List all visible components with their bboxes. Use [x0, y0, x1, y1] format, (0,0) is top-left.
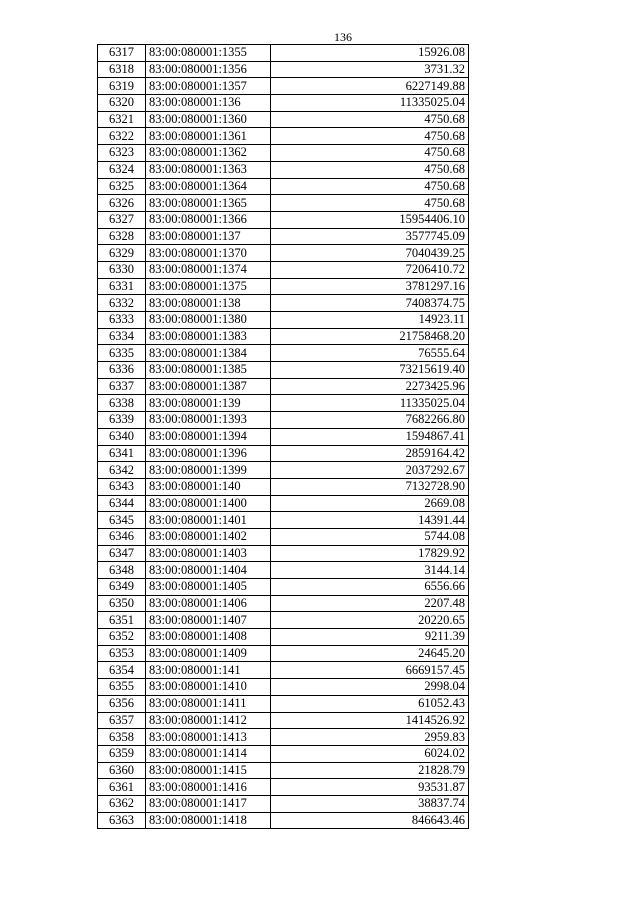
row-number-cell: 6355 [98, 679, 146, 696]
row-number-cell: 6342 [98, 462, 146, 479]
row-number-cell: 6322 [98, 128, 146, 145]
row-number-cell: 6330 [98, 261, 146, 278]
cadastral-number-cell: 83:00:080001:139 [146, 395, 271, 412]
row-number-cell: 6357 [98, 712, 146, 729]
table-row [98, 261, 469, 278]
table-row [98, 295, 469, 312]
table-row [98, 762, 469, 779]
cadastral-number-cell: 83:00:080001:1384 [146, 345, 271, 362]
value-cell: 6024.02 [271, 745, 469, 762]
cadastral-number-cell: 83:00:080001:1394 [146, 428, 271, 445]
cadastral-number-cell: 83:00:080001:137 [146, 228, 271, 245]
cadastral-value-table [97, 44, 469, 829]
value-cell: 7408374.75 [271, 295, 469, 312]
cadastral-number-cell: 83:00:080001:1383 [146, 328, 271, 345]
row-number-cell: 6338 [98, 395, 146, 412]
table-row [98, 512, 469, 529]
cadastral-number-cell: 83:00:080001:136 [146, 95, 271, 112]
cadastral-number-cell: 83:00:080001:1417 [146, 795, 271, 812]
value-cell: 3577745.09 [271, 228, 469, 245]
row-number-cell: 6358 [98, 729, 146, 746]
cadastral-number-cell: 83:00:080001:1366 [146, 211, 271, 228]
row-number-cell: 6329 [98, 245, 146, 262]
cadastral-number-cell: 83:00:080001:1370 [146, 245, 271, 262]
cadastral-number-cell: 83:00:080001:1414 [146, 745, 271, 762]
row-number-cell: 6333 [98, 312, 146, 329]
row-number-cell: 6340 [98, 428, 146, 445]
cadastral-number-cell: 83:00:080001:141 [146, 662, 271, 679]
row-number-cell: 6336 [98, 362, 146, 379]
value-cell: 4750.68 [271, 128, 469, 145]
table-row [98, 428, 469, 445]
value-cell: 76555.64 [271, 345, 469, 362]
cadastral-number-cell: 83:00:080001:1393 [146, 412, 271, 429]
value-cell: 61052.43 [271, 695, 469, 712]
row-number-cell: 6339 [98, 412, 146, 429]
row-number-cell: 6361 [98, 779, 146, 796]
table-row [98, 462, 469, 479]
row-number-cell: 6353 [98, 645, 146, 662]
cadastral-number-cell: 83:00:080001:1405 [146, 579, 271, 596]
row-number-cell: 6327 [98, 211, 146, 228]
value-cell: 15954406.10 [271, 211, 469, 228]
table-row [98, 228, 469, 245]
table-row [98, 595, 469, 612]
table-row [98, 712, 469, 729]
cadastral-number-cell: 83:00:080001:1400 [146, 495, 271, 512]
table-row [98, 612, 469, 629]
value-cell: 4750.68 [271, 161, 469, 178]
row-number-cell: 6325 [98, 178, 146, 195]
row-number-cell: 6360 [98, 762, 146, 779]
cadastral-number-cell: 83:00:080001:1387 [146, 378, 271, 395]
table-row [98, 745, 469, 762]
cadastral-number-cell: 83:00:080001:1413 [146, 729, 271, 746]
cadastral-number-cell: 83:00:080001:1357 [146, 78, 271, 95]
row-number-cell: 6349 [98, 579, 146, 596]
table-row [98, 328, 469, 345]
row-number-cell: 6352 [98, 629, 146, 646]
value-cell: 4750.68 [271, 145, 469, 162]
table-row [98, 245, 469, 262]
cadastral-number-cell: 83:00:080001:138 [146, 295, 271, 312]
value-cell: 5744.08 [271, 528, 469, 545]
value-cell: 14923.11 [271, 312, 469, 329]
cadastral-number-cell: 83:00:080001:1407 [146, 612, 271, 629]
value-cell: 15926.08 [271, 45, 469, 62]
cadastral-number-cell: 83:00:080001:1362 [146, 145, 271, 162]
value-cell: 11335025.04 [271, 95, 469, 112]
cadastral-number-cell: 83:00:080001:1396 [146, 445, 271, 462]
table-row [98, 211, 469, 228]
cadastral-number-cell: 83:00:080001:1374 [146, 261, 271, 278]
table-row [98, 61, 469, 78]
cadastral-number-cell: 83:00:080001:1403 [146, 545, 271, 562]
value-cell: 7040439.25 [271, 245, 469, 262]
value-cell: 846643.46 [271, 812, 469, 829]
cadastral-number-cell: 83:00:080001:1360 [146, 111, 271, 128]
table-row [98, 579, 469, 596]
value-cell: 4750.68 [271, 111, 469, 128]
value-cell: 24645.20 [271, 645, 469, 662]
value-cell: 4750.68 [271, 195, 469, 212]
cadastral-number-cell: 83:00:080001:1364 [146, 178, 271, 195]
row-number-cell: 6351 [98, 612, 146, 629]
value-cell: 6556.66 [271, 579, 469, 596]
row-number-cell: 6332 [98, 295, 146, 312]
value-cell: 2207.48 [271, 595, 469, 612]
row-number-cell: 6354 [98, 662, 146, 679]
value-cell: 2669.08 [271, 495, 469, 512]
cadastral-number-cell: 83:00:080001:1375 [146, 278, 271, 295]
cadastral-number-cell: 83:00:080001:1356 [146, 61, 271, 78]
value-cell: 7132728.90 [271, 478, 469, 495]
table-row [98, 645, 469, 662]
table-row [98, 111, 469, 128]
cadastral-number-cell: 83:00:080001:1404 [146, 562, 271, 579]
value-cell: 1414526.92 [271, 712, 469, 729]
value-cell: 1594867.41 [271, 428, 469, 445]
row-number-cell: 6320 [98, 95, 146, 112]
table-row [98, 679, 469, 696]
table-row [98, 729, 469, 746]
table-row [98, 78, 469, 95]
table-row [98, 545, 469, 562]
row-number-cell: 6347 [98, 545, 146, 562]
table-row [98, 178, 469, 195]
value-cell: 14391.44 [271, 512, 469, 529]
value-cell: 21828.79 [271, 762, 469, 779]
cadastral-number-cell: 83:00:080001:1406 [146, 595, 271, 612]
table-row [98, 312, 469, 329]
value-cell: 9211.39 [271, 629, 469, 646]
table-row [98, 812, 469, 829]
cadastral-number-cell: 83:00:080001:140 [146, 478, 271, 495]
cadastral-number-cell: 83:00:080001:1401 [146, 512, 271, 529]
value-cell: 93531.87 [271, 779, 469, 796]
cadastral-number-cell: 83:00:080001:1385 [146, 362, 271, 379]
table-row [98, 562, 469, 579]
row-number-cell: 6324 [98, 161, 146, 178]
cadastral-number-cell: 83:00:080001:1409 [146, 645, 271, 662]
table-row [98, 478, 469, 495]
row-number-cell: 6341 [98, 445, 146, 462]
table-row [98, 528, 469, 545]
table-row [98, 695, 469, 712]
table-row [98, 378, 469, 395]
table-row [98, 95, 469, 112]
value-cell: 3144.14 [271, 562, 469, 579]
cadastral-number-cell: 83:00:080001:1411 [146, 695, 271, 712]
table-row [98, 629, 469, 646]
table-body [98, 45, 469, 829]
value-cell: 6227149.88 [271, 78, 469, 95]
table-row [98, 161, 469, 178]
value-cell: 73215619.40 [271, 362, 469, 379]
cadastral-number-cell: 83:00:080001:1363 [146, 161, 271, 178]
row-number-cell: 6318 [98, 61, 146, 78]
cadastral-number-cell: 83:00:080001:1402 [146, 528, 271, 545]
value-cell: 2273425.96 [271, 378, 469, 395]
row-number-cell: 6326 [98, 195, 146, 212]
table-row [98, 795, 469, 812]
cadastral-number-cell: 83:00:080001:1416 [146, 779, 271, 796]
table-row [98, 395, 469, 412]
table-row [98, 495, 469, 512]
row-number-cell: 6331 [98, 278, 146, 295]
cadastral-number-cell: 83:00:080001:1365 [146, 195, 271, 212]
value-cell: 2859164.42 [271, 445, 469, 462]
row-number-cell: 6363 [98, 812, 146, 829]
value-cell: 2037292.67 [271, 462, 469, 479]
cadastral-number-cell: 83:00:080001:1418 [146, 812, 271, 829]
row-number-cell: 6337 [98, 378, 146, 395]
value-cell: 3731.32 [271, 61, 469, 78]
row-number-cell: 6321 [98, 111, 146, 128]
row-number-cell: 6356 [98, 695, 146, 712]
table-row [98, 362, 469, 379]
table-row [98, 45, 469, 62]
row-number-cell: 6334 [98, 328, 146, 345]
cadastral-number-cell: 83:00:080001:1361 [146, 128, 271, 145]
table-row [98, 779, 469, 796]
row-number-cell: 6345 [98, 512, 146, 529]
value-cell: 38837.74 [271, 795, 469, 812]
value-cell: 2959.83 [271, 729, 469, 746]
row-number-cell: 6328 [98, 228, 146, 245]
table-row [98, 445, 469, 462]
value-cell: 4750.68 [271, 178, 469, 195]
row-number-cell: 6348 [98, 562, 146, 579]
value-cell: 6669157.45 [271, 662, 469, 679]
table-row [98, 662, 469, 679]
table-row [98, 128, 469, 145]
value-cell: 17829.92 [271, 545, 469, 562]
row-number-cell: 6346 [98, 528, 146, 545]
value-cell: 21758468.20 [271, 328, 469, 345]
value-cell: 7206410.72 [271, 261, 469, 278]
row-number-cell: 6323 [98, 145, 146, 162]
cadastral-number-cell: 83:00:080001:1380 [146, 312, 271, 329]
row-number-cell: 6359 [98, 745, 146, 762]
value-cell: 7682266.80 [271, 412, 469, 429]
table-row [98, 345, 469, 362]
cadastral-number-cell: 83:00:080001:1415 [146, 762, 271, 779]
value-cell: 3781297.16 [271, 278, 469, 295]
table-row [98, 145, 469, 162]
value-cell: 20220.65 [271, 612, 469, 629]
row-number-cell: 6317 [98, 45, 146, 62]
row-number-cell: 6350 [98, 595, 146, 612]
cadastral-number-cell: 83:00:080001:1408 [146, 629, 271, 646]
value-cell: 11335025.04 [271, 395, 469, 412]
row-number-cell: 6344 [98, 495, 146, 512]
table-row [98, 195, 469, 212]
cadastral-number-cell: 83:00:080001:1355 [146, 45, 271, 62]
value-cell: 2998.04 [271, 679, 469, 696]
page-number: 136 [334, 30, 352, 44]
row-number-cell: 6335 [98, 345, 146, 362]
row-number-cell: 6319 [98, 78, 146, 95]
cadastral-number-cell: 83:00:080001:1399 [146, 462, 271, 479]
row-number-cell: 6343 [98, 478, 146, 495]
cadastral-number-cell: 83:00:080001:1410 [146, 679, 271, 696]
row-number-cell: 6362 [98, 795, 146, 812]
table-row [98, 278, 469, 295]
cadastral-number-cell: 83:00:080001:1412 [146, 712, 271, 729]
table-row [98, 412, 469, 429]
